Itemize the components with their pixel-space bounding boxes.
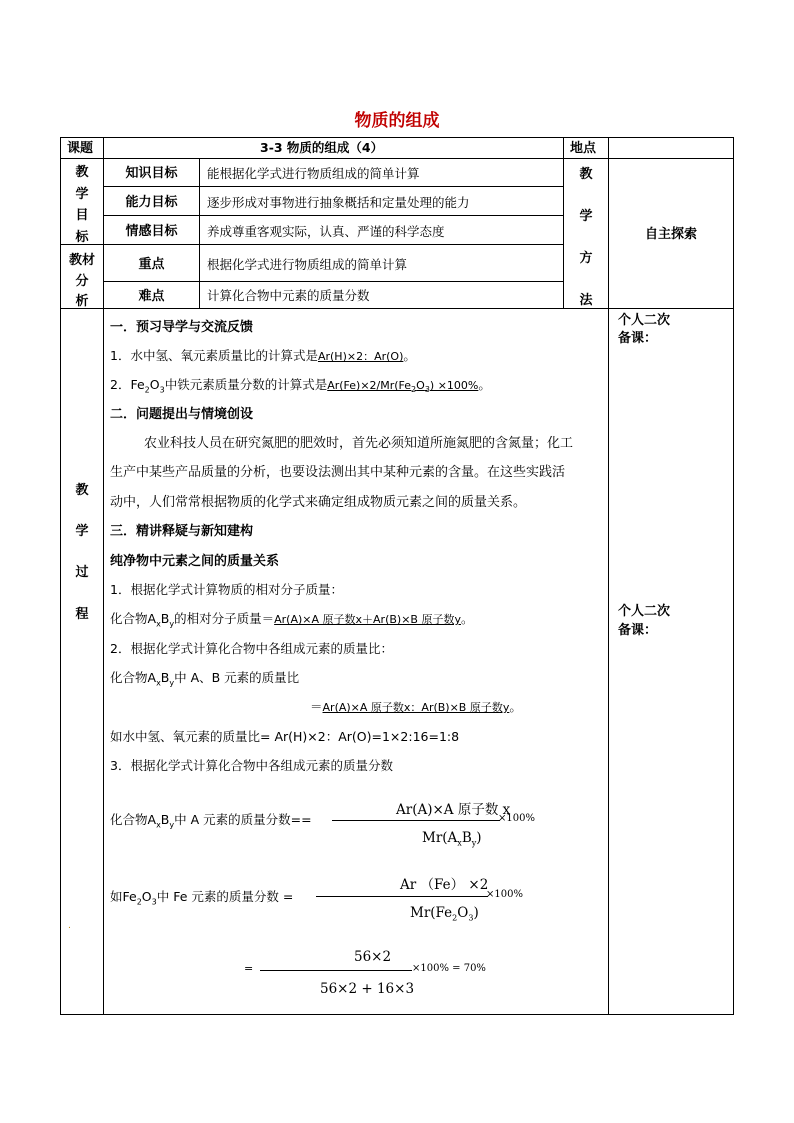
item2-line-c: 中 A、B 元素的质量比 bbox=[174, 670, 300, 685]
process-notes-cell bbox=[608, 308, 734, 1015]
method-label-1: 教 bbox=[579, 167, 593, 182]
goals-side-3: 目 bbox=[75, 208, 89, 223]
method-label-3: 方 bbox=[579, 251, 593, 266]
item1: 1．根据化学式计算物质的相对分子质量： bbox=[110, 582, 343, 597]
f2-label-b: O bbox=[141, 889, 152, 904]
f1-den-b: B bbox=[461, 830, 472, 846]
para-line-3: 动中，人们常常根据物质的化学式来确定组成物质元素之间的质量关系。 bbox=[110, 495, 527, 510]
item1-line-b: B bbox=[160, 611, 170, 626]
q1-prefix: 1．水中氢、氧元素质量比的计算式是 bbox=[110, 348, 318, 363]
f2-den-sub2: 3 bbox=[468, 913, 474, 923]
method-value: 自主探索 bbox=[644, 227, 697, 242]
q2-prefix-c: 中铁元素质量分数的计算式是 bbox=[164, 377, 328, 392]
f2-label-a: 如Fe bbox=[110, 889, 137, 904]
analysis-side-2: 分 bbox=[75, 274, 89, 289]
analysis-label-2: 难点 bbox=[138, 289, 165, 304]
f3-equals: = bbox=[244, 962, 254, 975]
goal-text-3: 养成尊重客观实际，认真、严谨的科学态度 bbox=[207, 224, 445, 239]
location-label: 地点 bbox=[570, 141, 597, 156]
f2-label-c: 中 Fe 元素的质量分数 = bbox=[156, 889, 294, 904]
f3-denominator: 56×2 + 16×3 bbox=[320, 981, 415, 997]
goals-side-4: 标 bbox=[75, 230, 89, 245]
q2-prefix-sub1: 2 bbox=[144, 385, 150, 395]
sub-heading: 纯净物中元素之间的质量关系 bbox=[110, 554, 280, 569]
q1-line bbox=[110, 350, 416, 363]
process-side-4: 程 bbox=[75, 607, 89, 622]
document-title: 物质的组成 bbox=[354, 111, 440, 131]
f1-label-sub1: x bbox=[156, 820, 161, 830]
notes-label-mid-2: 备课： bbox=[618, 623, 658, 638]
q2-answer-sub1: 2 bbox=[411, 385, 417, 395]
item1-suffix: 。 bbox=[460, 611, 474, 626]
q1-answer: Ar(H)×2：Ar(O) bbox=[317, 350, 404, 363]
f1-label-a: 化合物A bbox=[110, 812, 157, 827]
method-label-4: 法 bbox=[579, 293, 593, 308]
stray-dot: . bbox=[68, 921, 71, 931]
q2-answer-sub2: 3 bbox=[424, 385, 430, 395]
para-line-2: 生产中某些产品质量的分析，也要设法测出其中某种元素的含量。在这些实践活 bbox=[110, 465, 566, 480]
item2-answer-prefix: ＝ bbox=[310, 699, 323, 714]
item3: 3．根据化学式计算化合物中各组成元素的质量分数 bbox=[110, 758, 393, 773]
course-label: 课题 bbox=[67, 141, 94, 156]
f1-den-sub1: x bbox=[457, 838, 462, 848]
f1-fraction-bar bbox=[332, 820, 500, 821]
f1-label-c: 中 A 元素的质量分数== bbox=[174, 812, 312, 827]
notes-label-top-1: 个人二次 bbox=[618, 313, 671, 328]
analysis-side-3: 析 bbox=[75, 294, 89, 309]
goal-text-1: 能根据化学式进行物质组成的简单计算 bbox=[207, 166, 420, 181]
goal-label-3: 情感目标 bbox=[125, 224, 178, 239]
goals-side-2: 学 bbox=[75, 187, 89, 202]
notes-label-mid-1: 个人二次 bbox=[618, 604, 671, 619]
process-side-cell bbox=[60, 308, 104, 1015]
item1-answer: Ar(A)×A 原子数x＋Ar(B)×B 原子数y bbox=[274, 613, 461, 626]
f1-tail: ×100% bbox=[498, 813, 535, 824]
method-label-2: 学 bbox=[579, 209, 593, 224]
goal-text-2: 逐步形成对事物进行抽象概括和定量处理的能力 bbox=[207, 195, 470, 210]
para-line-1: 农业科技人员在研究氮肥的肥效时，首先必须知道所施氮肥的含氮量；化工 bbox=[144, 436, 574, 451]
section1-heading: 一．预习导学与交流反馈 bbox=[110, 320, 254, 335]
f1-den-a: Mr(A bbox=[422, 830, 458, 846]
q2-prefix-sub2: 3 bbox=[159, 385, 165, 395]
f1-denominator bbox=[422, 830, 482, 848]
item1-line bbox=[110, 613, 474, 629]
process-side-3: 过 bbox=[75, 565, 89, 580]
item2-line-sub1: x bbox=[156, 678, 161, 688]
item1-line-a: 化合物A bbox=[110, 611, 157, 626]
item1-line-c: 的相对分子质量＝ bbox=[174, 611, 275, 626]
item2-line bbox=[110, 672, 299, 688]
q2-prefix-b: O bbox=[149, 377, 160, 392]
section3-heading: 三．精讲释疑与新知建构 bbox=[110, 524, 254, 539]
f2-tail: ×100% bbox=[486, 889, 523, 900]
f1-den-c: ) bbox=[476, 830, 482, 846]
item1-line-sub1: x bbox=[156, 619, 161, 629]
q2-answer bbox=[327, 379, 479, 395]
process-side-2: 学 bbox=[75, 524, 89, 539]
f3-tail: ×100% = 70% bbox=[412, 963, 486, 974]
f2-denominator bbox=[410, 905, 479, 923]
analysis-text-1: 根据化学式进行物质组成的简单计算 bbox=[207, 257, 408, 272]
f1-label-sub2: y bbox=[169, 820, 175, 830]
q2-answer-a: Ar(Fe)×2/Mr(Fe bbox=[327, 379, 412, 392]
q1-suffix: 。 bbox=[403, 348, 416, 363]
item2-example: 如水中氢、氧元素的质量比= Ar(H)×2：Ar(O)=1×2:16=1:8 bbox=[110, 729, 460, 744]
q2-answer-b: O bbox=[416, 379, 425, 392]
goal-label-1: 知识目标 bbox=[125, 166, 178, 181]
item2-line-sub2: y bbox=[169, 678, 175, 688]
item2: 2．根据化学式计算化合物中各组成元素的质量比： bbox=[110, 641, 393, 656]
location-value-cell bbox=[608, 137, 734, 159]
notes-label-top-2: 备课： bbox=[618, 331, 658, 346]
item2-answer: Ar(A)×A 原子数x：Ar(B)×B 原子数y bbox=[322, 701, 510, 714]
f2-den-a: Mr(Fe bbox=[410, 905, 453, 921]
process-side-1: 教 bbox=[75, 483, 89, 498]
f2-label-sub2: 3 bbox=[151, 897, 157, 907]
q2-prefix-a: 2．Fe bbox=[110, 377, 145, 392]
f2-label-sub1: 2 bbox=[136, 897, 142, 907]
f3-numerator: 56×2 bbox=[354, 949, 392, 965]
q2-answer-c: ) ×100% bbox=[429, 379, 479, 392]
f3-fraction-bar bbox=[260, 970, 412, 971]
course-value: 3-3 物质的组成（4） bbox=[260, 140, 384, 155]
analysis-text-2: 计算化合物中元素的质量分数 bbox=[207, 288, 370, 303]
item2-suffix: 。 bbox=[509, 699, 522, 714]
f1-label-b: B bbox=[160, 812, 170, 827]
item2-line-b: B bbox=[160, 670, 170, 685]
item1-line-sub2: y bbox=[169, 619, 175, 629]
f2-den-c: ) bbox=[473, 905, 479, 921]
goals-side-1: 教 bbox=[75, 165, 89, 180]
f2-label bbox=[110, 891, 293, 907]
goal-label-2: 能力目标 bbox=[125, 195, 178, 210]
item2-line-a: 化合物A bbox=[110, 670, 157, 685]
f2-fraction-bar bbox=[316, 896, 488, 897]
analysis-side-1: 教材 bbox=[68, 253, 95, 268]
f2-numerator: Ar （Fe） ×2 bbox=[400, 877, 489, 893]
f2-den-b: O bbox=[457, 905, 469, 921]
q2-line bbox=[110, 379, 491, 395]
f1-numerator: Ar(A)×A 原子数 x bbox=[396, 802, 511, 818]
f1-label bbox=[110, 814, 312, 830]
q2-suffix: 。 bbox=[478, 377, 491, 392]
analysis-label-1: 重点 bbox=[138, 257, 165, 272]
section2-heading: 二．问题提出与情境创设 bbox=[110, 407, 254, 422]
item2-answer-line bbox=[310, 701, 522, 714]
f1-den-sub2: y bbox=[471, 838, 477, 848]
f2-den-sub1: 2 bbox=[452, 913, 458, 923]
